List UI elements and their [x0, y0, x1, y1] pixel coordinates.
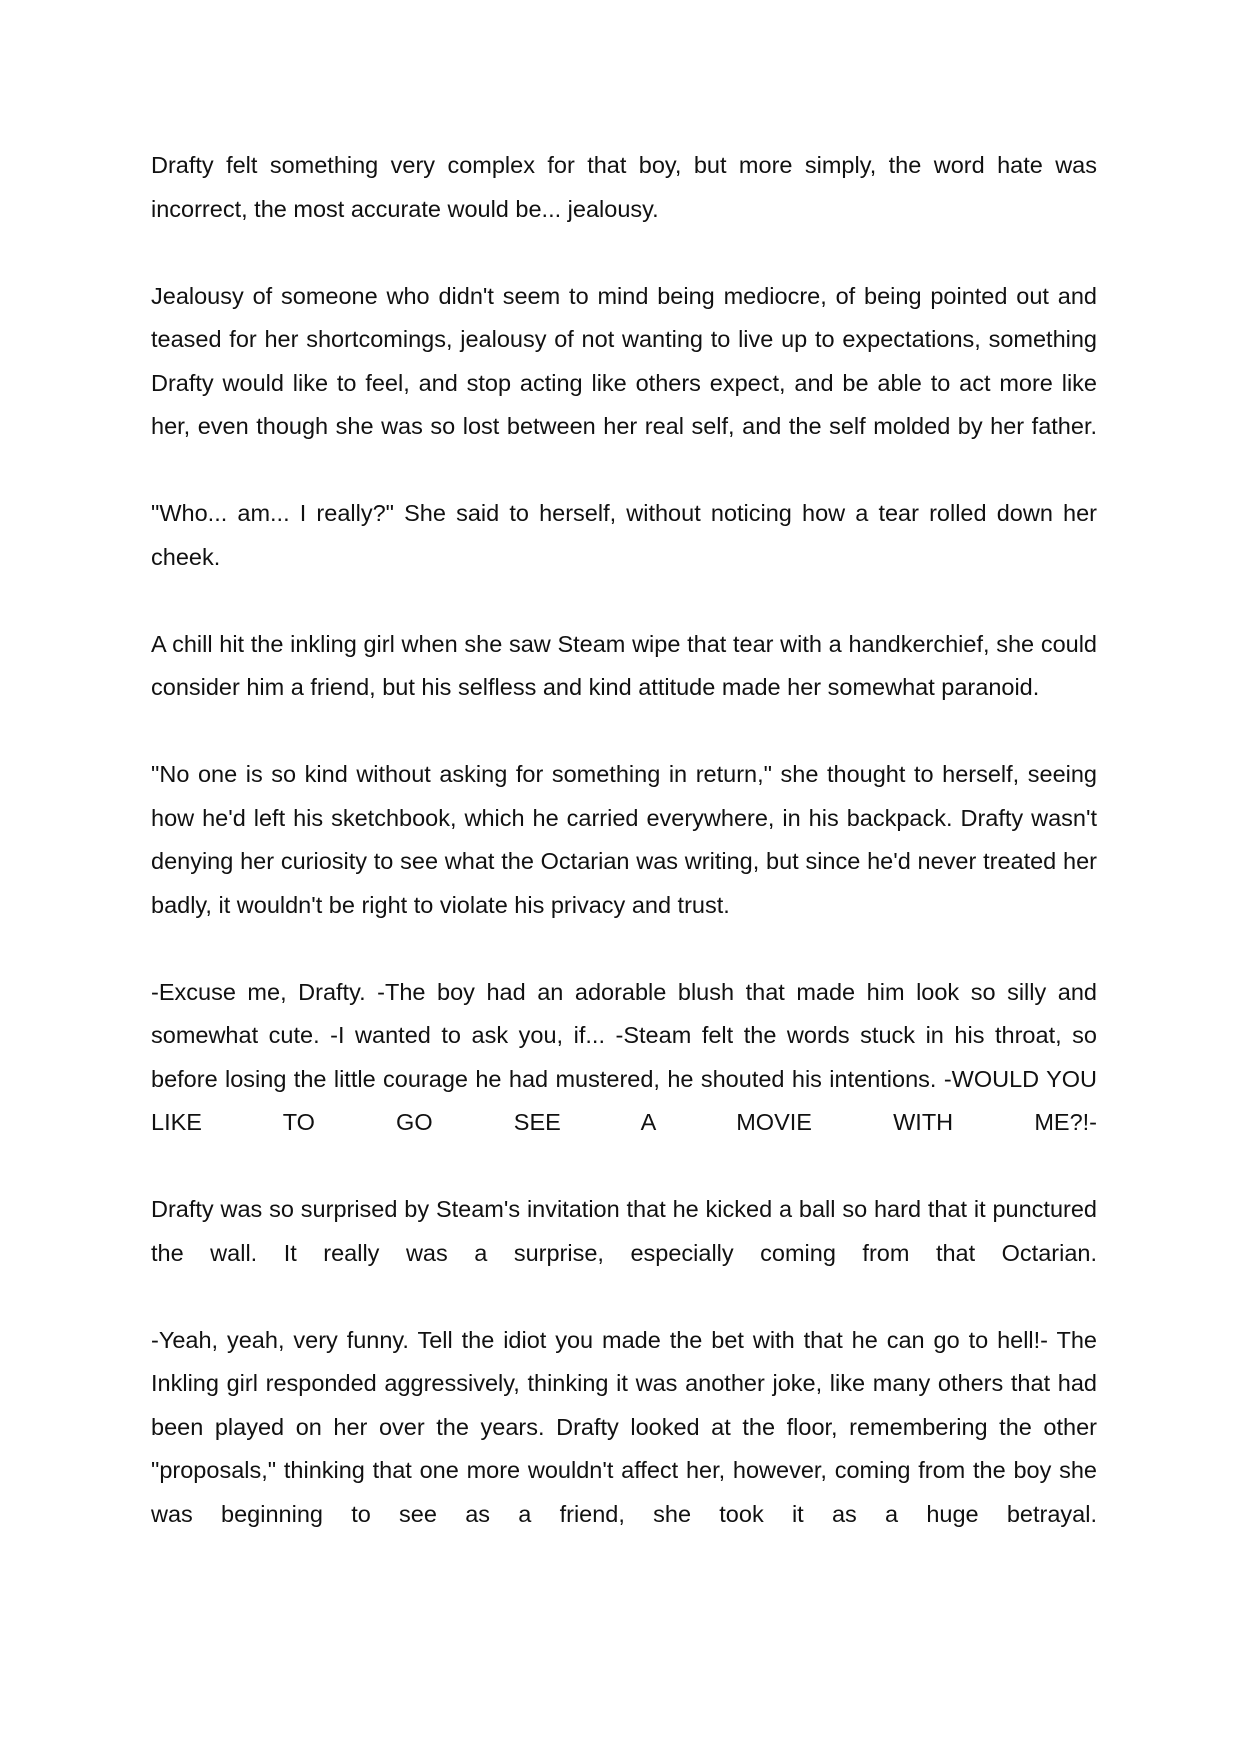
document-body — [151, 144, 1097, 1536]
paragraph-5: "No one is so kind without asking for something in return," she thought to herself, seeing how he'd left his sketchbook, which he carried everywhere, in his backpack. Drafty wasn't denying her curiosity to see what the Octarian was writing, but since he'd never treated her badly, it wouldn't be right to violate his privacy and trust. — [151, 761, 1097, 918]
paragraph-8: -Yeah, yeah, very funny. Tell the idiot you made the bet with that he can go to hell!- The Inkling girl responded aggressively, thinking it was another joke, like many others that had been played on her over the years. Drafty looked at the floor, remembering the other "proposals," thinking that one more wouldn't affect her, however, coming from the boy she was beginning to see as a friend, she took it as a huge betrayal. — [151, 1326, 1097, 1527]
paragraph-7: Drafty was so surprised by Steam's invitation that he kicked a ball so hard that it punctured the wall. It really was a surprise, especially coming from that Octarian. — [151, 1196, 1097, 1266]
paragraph-4: A chill hit the inkling girl when she saw Steam wipe that tear with a handkerchief, she could consider him a friend, but his selfless and kind attitude made her somewhat paranoid. — [151, 630, 1097, 700]
paragraph-6: -Excuse me, Drafty. -The boy had an adorable blush that made him look so silly and somewhat cute. -I wanted to ask you, if... -Steam felt the words stuck in his throat, so before losing the little courage he had mustered, he shouted his intentions. -WOULD YOU LIKE TO GO SEE A MOVIE WITH ME?!- — [151, 978, 1097, 1135]
paragraph-3: "Who... am... I really?" She said to herself, without noticing how a tear rolled down her cheek. — [151, 500, 1097, 570]
paragraph-1: Drafty felt something very complex for that boy, but more simply, the word hate was incorrect, the most accurate would be... jealousy. — [151, 152, 1097, 222]
paragraph-2: Jealousy of someone who didn't seem to mind being mediocre, of being pointed out and teased for her shortcomings, jealousy of not wanting to live up to expectations, something Drafty would like to feel, and stop acting like others expect, and be able to act more like her, even though she was so lost between her real self, and the self molded by her father. — [151, 282, 1097, 439]
